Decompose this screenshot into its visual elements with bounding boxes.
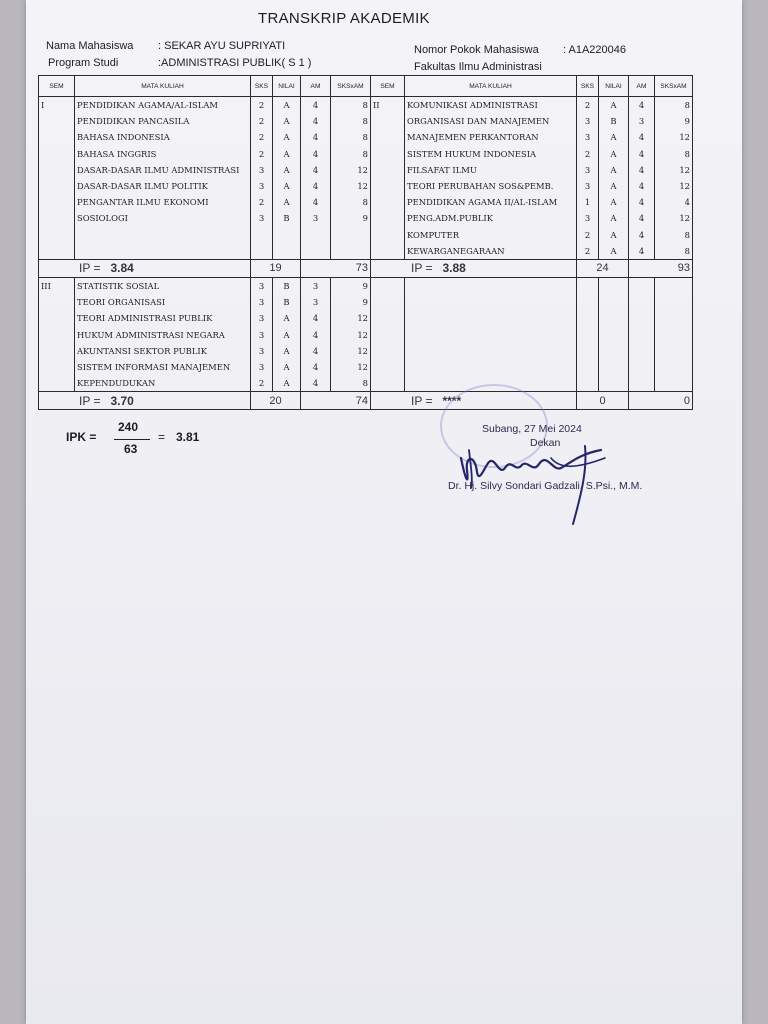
semester-cell: [371, 243, 405, 260]
sks-cell: 3: [251, 210, 273, 226]
semester-cell: [39, 178, 75, 194]
table-row: [39, 359, 693, 375]
semester-cell: [371, 375, 405, 392]
course-name-cell: BAHASA INGGRIS: [75, 146, 251, 162]
sks-cell: 2: [251, 129, 273, 145]
sksxam-cell: 12: [331, 343, 371, 359]
am-cell: 4: [629, 97, 655, 114]
column-header: MATA KULIAH: [405, 76, 577, 97]
sks-cell: 2: [251, 194, 273, 210]
grade-cell: A: [273, 359, 301, 375]
course-name-cell: SISTEM HUKUM INDONESIA: [405, 146, 577, 162]
ip-summary-row: [39, 392, 693, 410]
sks-cell: 2: [577, 243, 599, 260]
am-cell: 4: [301, 375, 331, 392]
sks-cell: [577, 359, 599, 375]
am-cell: 3: [301, 210, 331, 226]
course-name-cell: SOSIOLOGI: [75, 210, 251, 226]
course-name-cell: [405, 343, 577, 359]
ip-label-cell: [39, 259, 251, 277]
course-name-cell: PENGANTAR ILMU EKONOMI: [75, 194, 251, 210]
course-name-cell: [405, 359, 577, 375]
semester-cell: I: [39, 97, 75, 114]
course-name-cell: [75, 227, 251, 243]
sks-cell: 3: [577, 113, 599, 129]
grade-cell: A: [599, 162, 629, 178]
ip-label-cell: [371, 259, 577, 277]
course-name-cell: PENDIDIKAN AGAMA II/AL-ISLAM: [405, 194, 577, 210]
student-name-value: : SEKAR AYU SUPRIYATI: [158, 40, 286, 52]
sksxam-cell: 8: [331, 129, 371, 145]
table-row: [39, 243, 693, 260]
course-name-cell: PENG.ADM.PUBLIK: [405, 210, 577, 226]
column-header: SKS: [251, 76, 273, 97]
sksxam-cell: 12: [655, 129, 693, 145]
sksxam-cell: [655, 326, 693, 342]
semester-cell: [39, 310, 75, 326]
grade-cell: [599, 375, 629, 392]
sks-cell: 3: [577, 210, 599, 226]
grade-cell: A: [273, 194, 301, 210]
semester-cell: [39, 343, 75, 359]
grade-cell: [599, 359, 629, 375]
table-row: [39, 113, 693, 129]
am-cell: 4: [301, 310, 331, 326]
semester-cell: [39, 113, 75, 129]
student-number-label: Nomor Pokok Mahasiswa: [414, 44, 539, 56]
table-row: [39, 146, 693, 162]
sks-cell: [577, 294, 599, 310]
am-cell: [629, 294, 655, 310]
sksxam-cell: 9: [655, 113, 693, 129]
sks-cell: 3: [251, 162, 273, 178]
am-cell: [629, 375, 655, 392]
sksxam-cell: 9: [331, 210, 371, 226]
sks-cell: [251, 243, 273, 260]
table-row: [39, 210, 693, 226]
am-cell: [629, 310, 655, 326]
sksxam-cell: 8: [331, 113, 371, 129]
ip-sks-total: 0: [577, 392, 629, 410]
sks-cell: [577, 343, 599, 359]
sksxam-cell: [655, 359, 693, 375]
semester-cell: [371, 343, 405, 359]
sks-cell: [577, 277, 599, 294]
sks-cell: 2: [251, 146, 273, 162]
course-name-cell: [405, 277, 577, 294]
semester-cell: [371, 310, 405, 326]
course-name-cell: PENDIDIKAN AGAMA/AL-ISLAM: [75, 97, 251, 114]
grade-cell: B: [599, 113, 629, 129]
column-header: NILAI: [599, 76, 629, 97]
column-header: SEM: [39, 76, 75, 97]
ip-sksxam-total: 0: [629, 392, 693, 410]
ip-label: IP =: [79, 393, 101, 408]
sksxam-cell: 4: [655, 194, 693, 210]
course-name-cell: TEORI ADMINISTRASI PUBLIK: [75, 310, 251, 326]
course-name-cell: [405, 294, 577, 310]
course-name-cell: KOMPUTER: [405, 227, 577, 243]
table-row: [39, 194, 693, 210]
am-cell: [629, 326, 655, 342]
course-name-cell: BAHASA INDONESIA: [75, 129, 251, 145]
sks-cell: [577, 310, 599, 326]
sksxam-cell: 8: [655, 146, 693, 162]
am-cell: 4: [301, 129, 331, 145]
am-cell: [629, 359, 655, 375]
semester-cell: [39, 194, 75, 210]
semester-cell: [39, 326, 75, 342]
signer-name: Dr. Hj. Silvy Sondari Gadzali, S.Psi., M.M.: [448, 480, 643, 492]
am-cell: 4: [301, 178, 331, 194]
sks-cell: 2: [251, 97, 273, 114]
sksxam-cell: [331, 227, 371, 243]
table-row: [39, 294, 693, 310]
table-row: [39, 326, 693, 342]
place-date: Subang, 27 Mei 2024: [482, 423, 582, 435]
sks-cell: 3: [251, 310, 273, 326]
grade-cell: [273, 243, 301, 260]
table-row: [39, 310, 693, 326]
ip-sks-total: 24: [577, 259, 629, 277]
semester-cell: [371, 178, 405, 194]
course-name-cell: DASAR-DASAR ILMU ADMINISTRASI: [75, 162, 251, 178]
sksxam-cell: 12: [331, 326, 371, 342]
sks-cell: 3: [577, 178, 599, 194]
grade-cell: A: [599, 227, 629, 243]
am-cell: 4: [629, 178, 655, 194]
ip-label: IP =: [79, 261, 101, 276]
sks-cell: 3: [251, 178, 273, 194]
course-name-cell: AKUNTANSI SEKTOR PUBLIK: [75, 343, 251, 359]
semester-cell: [371, 113, 405, 129]
course-name-cell: [405, 326, 577, 342]
sksxam-cell: 12: [331, 310, 371, 326]
am-cell: 3: [301, 277, 331, 294]
am-cell: 4: [629, 227, 655, 243]
grade-cell: B: [273, 277, 301, 294]
course-name-cell: DASAR-DASAR ILMU POLITIK: [75, 178, 251, 194]
semester-cell: [371, 294, 405, 310]
ip-label-cell: [39, 392, 251, 410]
semester-cell: [371, 162, 405, 178]
am-cell: 4: [629, 194, 655, 210]
ip-sksxam-total: 73: [301, 259, 371, 277]
course-name-cell: HUKUM ADMINISTRASI NEGARA: [75, 326, 251, 342]
course-name-cell: SISTEM INFORMASI MANAJEMEN: [75, 359, 251, 375]
semester-cell: [371, 129, 405, 145]
table-row: [39, 97, 693, 114]
sksxam-cell: 12: [655, 178, 693, 194]
course-name-cell: KEWARGANEGARAAN: [405, 243, 577, 260]
signer-role: Dekan: [530, 437, 561, 449]
ip-value: ****: [442, 393, 462, 408]
grade-cell: [273, 227, 301, 243]
column-header: AM: [301, 76, 331, 97]
semester-cell: [39, 375, 75, 392]
column-header: SKSxAM: [655, 76, 693, 97]
grade-cell: A: [599, 129, 629, 145]
am-cell: 4: [301, 97, 331, 114]
ip-value: 3.88: [442, 261, 466, 276]
sks-cell: 2: [577, 146, 599, 162]
sks-cell: [577, 375, 599, 392]
semester-cell: [371, 210, 405, 226]
grade-cell: A: [273, 113, 301, 129]
sks-cell: 3: [251, 359, 273, 375]
ip-label: IP =: [411, 393, 433, 408]
ip-sks-total: 19: [251, 259, 301, 277]
grade-cell: A: [599, 194, 629, 210]
grade-cell: B: [273, 294, 301, 310]
ip-sks-total: 20: [251, 392, 301, 410]
sks-cell: 2: [577, 227, 599, 243]
semester-cell: [39, 129, 75, 145]
grade-cell: A: [273, 326, 301, 342]
sksxam-cell: 8: [655, 243, 693, 260]
course-name-cell: TEORI ORGANISASI: [75, 294, 251, 310]
am-cell: 4: [301, 194, 331, 210]
sksxam-cell: 8: [331, 97, 371, 114]
ipk-denominator: 63: [124, 442, 138, 456]
grade-cell: [599, 310, 629, 326]
sksxam-cell: 9: [331, 277, 371, 294]
course-name-cell: KOMUNIKASI ADMINISTRASI: [405, 97, 577, 114]
semester-cell: III: [39, 277, 75, 294]
grade-cell: A: [273, 129, 301, 145]
grade-cell: [599, 294, 629, 310]
grade-cell: A: [599, 178, 629, 194]
sks-cell: 2: [577, 97, 599, 114]
sksxam-cell: [331, 243, 371, 260]
sksxam-cell: 8: [655, 97, 693, 114]
ipk-label: IPK =: [66, 430, 97, 444]
sks-cell: 2: [251, 375, 273, 392]
grade-cell: A: [599, 243, 629, 260]
am-cell: 4: [301, 146, 331, 162]
sksxam-cell: 9: [331, 294, 371, 310]
am-cell: 4: [301, 343, 331, 359]
program-value: :ADMINISTRASI PUBLIK( S 1 ): [158, 57, 312, 69]
sks-cell: 3: [251, 294, 273, 310]
student-number-value: : A1A220046: [563, 44, 627, 56]
column-header: NILAI: [273, 76, 301, 97]
grade-cell: A: [273, 310, 301, 326]
semester-cell: [39, 243, 75, 260]
grade-cell: A: [273, 97, 301, 114]
grade-cell: A: [599, 210, 629, 226]
grade-cell: [599, 343, 629, 359]
ip-label: IP =: [411, 261, 433, 276]
column-header: SKS: [577, 76, 599, 97]
grade-cell: A: [273, 146, 301, 162]
semester-cell: [39, 294, 75, 310]
semester-cell: [39, 210, 75, 226]
table-row: [39, 129, 693, 145]
am-cell: 4: [301, 359, 331, 375]
sks-cell: [251, 227, 273, 243]
sksxam-cell: 12: [655, 162, 693, 178]
am-cell: [629, 343, 655, 359]
student-name-label: Nama Mahasiswa: [46, 40, 134, 52]
semester-cell: [371, 277, 405, 294]
column-header: SKSxAM: [331, 76, 371, 97]
sksxam-cell: 8: [331, 375, 371, 392]
sks-cell: 3: [251, 277, 273, 294]
am-cell: 4: [629, 210, 655, 226]
sksxam-cell: [655, 277, 693, 294]
semester-cell: [371, 359, 405, 375]
sksxam-cell: [655, 375, 693, 392]
course-name-cell: ORGANISASI DAN MANAJEMEN: [405, 113, 577, 129]
am-cell: [301, 243, 331, 260]
table-header-row: [39, 76, 693, 97]
semester-cell: [371, 227, 405, 243]
table-row: [39, 375, 693, 392]
ip-sksxam-total: 93: [629, 259, 693, 277]
am-cell: [301, 227, 331, 243]
ipk-equals: =: [158, 430, 166, 444]
sks-cell: 1: [577, 194, 599, 210]
faculty-name: Fakultas Ilmu Administrasi: [414, 61, 542, 73]
sks-cell: 3: [577, 129, 599, 145]
column-header: MATA KULIAH: [75, 76, 251, 97]
semester-cell: [39, 146, 75, 162]
grade-cell: A: [599, 146, 629, 162]
am-cell: 4: [629, 146, 655, 162]
program-label: Program Studi: [48, 57, 119, 69]
am-cell: [629, 277, 655, 294]
table-row: [39, 178, 693, 194]
ipk-value: 3.81: [176, 430, 200, 444]
grade-cell: A: [273, 162, 301, 178]
ip-summary-row: [39, 259, 693, 277]
sksxam-cell: 8: [331, 194, 371, 210]
semester-cell: [39, 359, 75, 375]
fraction-bar: [114, 439, 150, 440]
sks-cell: 3: [577, 162, 599, 178]
table-row: [39, 162, 693, 178]
sks-cell: [577, 326, 599, 342]
sks-cell: 3: [251, 343, 273, 359]
grades-table: [38, 75, 693, 410]
semester-cell: [371, 194, 405, 210]
course-name-cell: [75, 243, 251, 260]
ip-value: 3.84: [110, 261, 134, 276]
sksxam-cell: [655, 310, 693, 326]
course-name-cell: KEPENDUDUKAN: [75, 375, 251, 392]
sksxam-cell: 12: [331, 178, 371, 194]
grade-cell: A: [273, 178, 301, 194]
grade-cell: [599, 326, 629, 342]
sksxam-cell: [655, 294, 693, 310]
am-cell: 3: [301, 294, 331, 310]
am-cell: 4: [301, 162, 331, 178]
am-cell: 4: [629, 162, 655, 178]
semester-cell: [39, 162, 75, 178]
grade-cell: B: [273, 210, 301, 226]
course-name-cell: FILSAFAT ILMU: [405, 162, 577, 178]
am-cell: 3: [629, 113, 655, 129]
document-title: TRANSKRIP AKADEMIK: [258, 10, 430, 27]
table-row: [39, 227, 693, 243]
grade-cell: A: [273, 375, 301, 392]
course-name-cell: STATISTIK SOSIAL: [75, 277, 251, 294]
semester-cell: [371, 326, 405, 342]
sksxam-cell: 12: [331, 162, 371, 178]
table-row: [39, 343, 693, 359]
sksxam-cell: 12: [655, 210, 693, 226]
course-name-cell: TEORI PERUBAHAN SOS&PEMB.: [405, 178, 577, 194]
column-header: SEM: [371, 76, 405, 97]
sks-cell: 2: [251, 113, 273, 129]
sksxam-cell: 12: [331, 359, 371, 375]
course-name-cell: PENDIDIKAN PANCASILA: [75, 113, 251, 129]
grade-cell: [599, 277, 629, 294]
am-cell: 4: [629, 243, 655, 260]
am-cell: 4: [301, 113, 331, 129]
ipk-numerator: 240: [118, 420, 139, 434]
sksxam-cell: 8: [331, 146, 371, 162]
sksxam-cell: 8: [655, 227, 693, 243]
semester-cell: II: [371, 97, 405, 114]
course-name-cell: [405, 310, 577, 326]
sksxam-cell: [655, 343, 693, 359]
grade-cell: A: [273, 343, 301, 359]
semester-cell: [39, 227, 75, 243]
grade-cell: A: [599, 97, 629, 114]
sks-cell: 3: [251, 326, 273, 342]
course-name-cell: MANAJEMEN PERKANTORAN: [405, 129, 577, 145]
am-cell: 4: [301, 326, 331, 342]
semester-cell: [371, 146, 405, 162]
table-row: [39, 277, 693, 294]
column-header: AM: [629, 76, 655, 97]
am-cell: 4: [629, 129, 655, 145]
ip-sksxam-total: 74: [301, 392, 371, 410]
ip-value: 3.70: [110, 393, 134, 408]
